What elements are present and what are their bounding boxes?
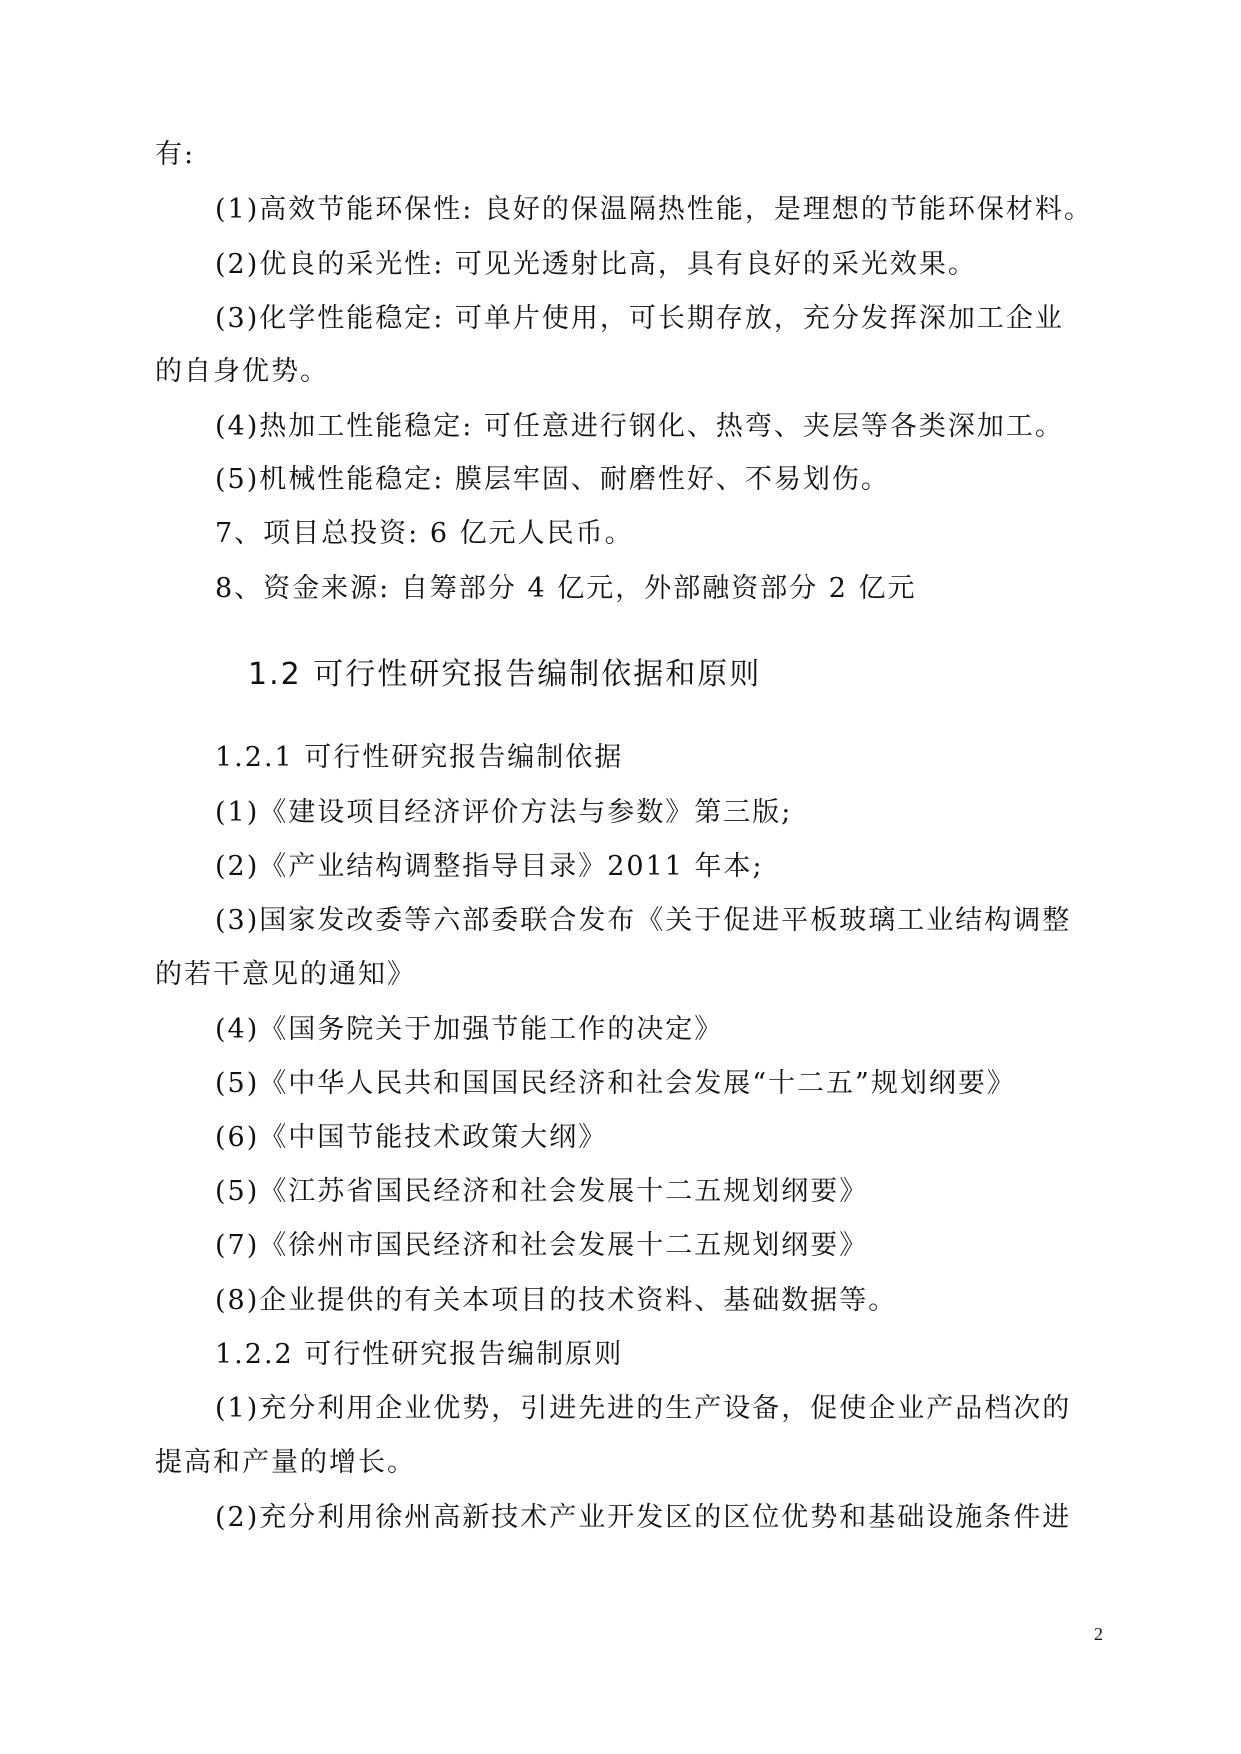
subsection-heading: 1.2.2 可行性研究报告编制原则 — [215, 1339, 624, 1370]
text-line: (2)优良的采光性: 可见光透射比高，具有良好的采光效果。 — [215, 249, 977, 280]
text-line: (2)《产业结构调整指导目录》2011 年本; — [215, 851, 764, 882]
text-line: 的若干意见的通知》 — [155, 959, 416, 990]
text-line: (6)《中国节能技术政策大纲》 — [215, 1122, 608, 1153]
subsection-heading: 1.2.1 可行性研究报告编制依据 — [215, 742, 624, 773]
text-line: 7、项目总投资: 6 亿元人民币。 — [215, 518, 634, 549]
text-line: (4)《国务院关于加强节能工作的决定》 — [215, 1014, 724, 1045]
text-line: (3)化学性能稳定: 可单片使用，可长期存放，充分发挥深加工企业 — [215, 303, 1064, 334]
text-line: (7)《徐州市国民经济和社会发展十二五规划纲要》 — [215, 1230, 869, 1261]
text-line: 有: — [155, 139, 196, 170]
text-line: (5)机械性能稳定: 膜层牢固、耐磨性好、不易划伤。 — [215, 464, 890, 495]
text-line: (2)充分利用徐州高新技术产业开发区的区位优势和基础设施条件进 — [215, 1502, 1072, 1533]
page-number: 2 — [1094, 1624, 1103, 1644]
section-heading: 1.2 可行性研究报告编制依据和原则 — [248, 657, 762, 692]
text-line: (4)热加工性能稳定: 可任意进行钢化、热弯、夹层等各类深加工。 — [215, 411, 1064, 442]
text-line: (8)企业提供的有关本项目的技术资料、基础数据等。 — [215, 1285, 898, 1316]
text-line: (1)充分利用企业优势，引进先进的生产设备，促使企业产品档次的 — [215, 1393, 1072, 1424]
text-line: (1)高效节能环保性: 良好的保温隔热性能，是理想的节能环保材料。 — [215, 194, 1093, 225]
text-line: (1)《建设项目经济评价方法与参数》第三版; — [215, 797, 793, 828]
text-line: (3)国家发改委等六部委联合发布《关于促进平板玻璃工业结构调整 — [215, 905, 1072, 936]
text-line: 8、资金来源: 自筹部分 4 亿元，外部融资部分 2 亿元 — [215, 573, 917, 604]
text-line: 提高和产量的增长。 — [155, 1447, 416, 1478]
text-line: 的自身优势。 — [155, 356, 329, 387]
text-line: (5)《江苏省国民经济和社会发展十二五规划纲要》 — [215, 1176, 869, 1207]
text-line: (5)《中华人民共和国国民经济和社会发展“十二五”规划纲要》 — [215, 1068, 1016, 1099]
